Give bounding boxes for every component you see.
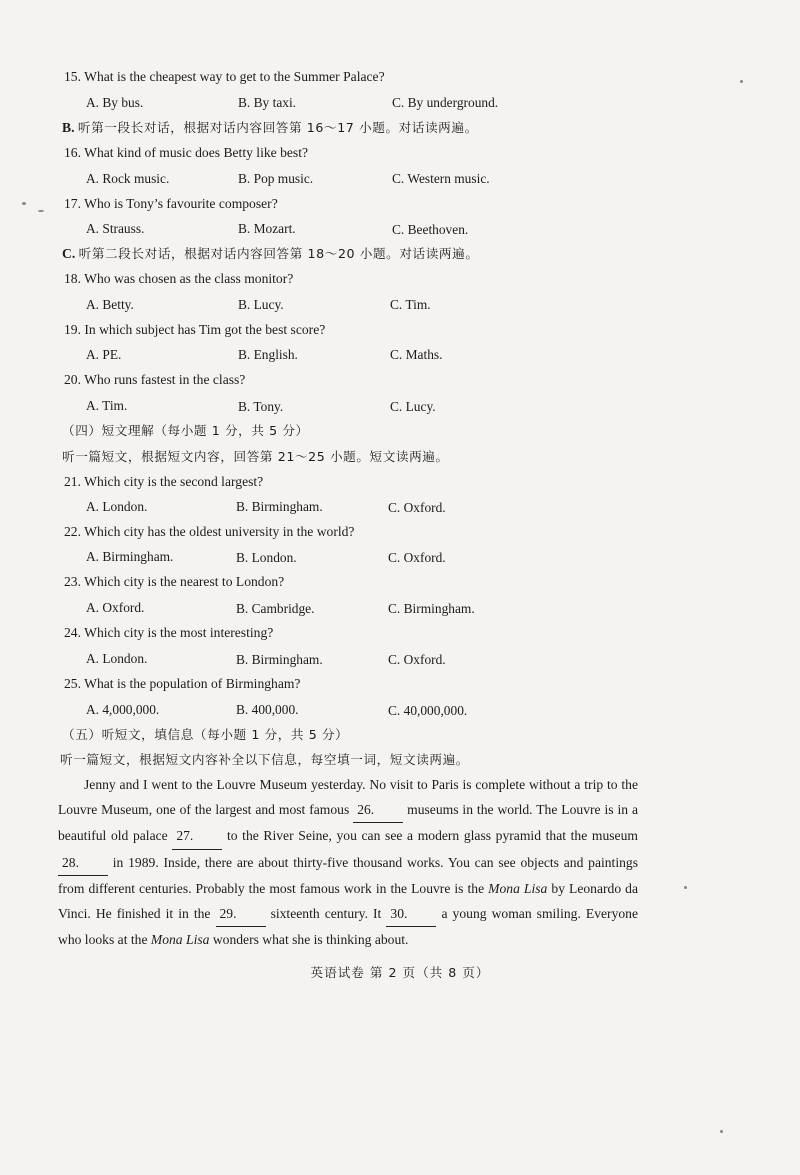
option-23c: C. Birmingham. [388, 601, 475, 616]
blank-30[interactable]: 30. [386, 901, 436, 927]
option-22c: C. Oxford. [388, 550, 446, 565]
option-19a: A. PE. [86, 347, 122, 362]
blank-28[interactable]: 28. [58, 850, 108, 876]
question-20-stem: 20. Who runs fastest in the class? [64, 372, 246, 387]
question-23-stem: 23. Which city is the nearest to London? [64, 574, 285, 589]
option-16c: C. Western music. [392, 171, 490, 186]
passage-text-2: museums in the world. The Louvre is in a beautiful old palace [58, 802, 639, 844]
part-4-heading: （四）短文理解（每小题 1 分，共 5 分） [62, 423, 309, 438]
option-15c: C. By underground. [392, 95, 499, 110]
part-5-instruction: 听一篇短文，根据短文内容补全以下信息，每空填一词，短文读两遍。 [60, 752, 470, 767]
question-21-stem: 21. Which city is the second largest? [64, 474, 264, 489]
option-23b: B. Cambridge. [236, 601, 315, 616]
page-footer: 英语试卷 第 2 页（共 8 页） [310, 965, 490, 980]
option-18a: A. Betty. [86, 297, 134, 312]
option-25b: B. 400,000. [236, 702, 299, 717]
option-22b: B. London. [236, 550, 297, 565]
option-19b: B. English. [238, 347, 298, 362]
option-17b: B. Mozart. [238, 221, 296, 236]
option-21a: A. London. [86, 499, 148, 514]
blank-27[interactable]: 27. [172, 823, 222, 849]
passage-text-1: Jenny and I went to the Louvre Museum yesterday. No visit to Paris is complete without a trip to the Louvre Museum, one of the largest and most famous [58, 777, 638, 818]
scan-speck [38, 210, 44, 212]
scan-speck [720, 1130, 723, 1133]
scan-speck [684, 886, 687, 889]
question-18-stem: 18. Who was chosen as the class monitor? [64, 271, 294, 286]
option-18c: C. Tim. [390, 297, 431, 312]
passage-text-4: in 1989. Inside, there are about thirty-five thousand works. You can see objects and paintings from different centuries. Probably the most famous work in the Louvre is the [58, 854, 638, 896]
question-16-stem: 16. What kind of music does Betty like best? [64, 145, 309, 160]
option-24c: C. Oxford. [388, 652, 446, 667]
question-22-stem: 22. Which city has the oldest university in the world? [64, 524, 355, 539]
passage-paragraph [58, 772, 638, 952]
option-20b: B. Tony. [238, 399, 284, 414]
option-21c: C. Oxford. [388, 500, 446, 515]
passage-text-5: by Leonardo da Vinci. He finished it in the [58, 880, 638, 922]
question-15-stem: 15. What is the cheapest way to get to the Summer Palace? [64, 69, 385, 84]
option-23a: A. Oxford. [86, 600, 145, 615]
question-25-stem: 25. What is the population of Birmingham? [64, 676, 301, 691]
blank-29[interactable]: 29. [216, 901, 266, 927]
mona-lisa-title-2: Mona Lisa [150, 932, 210, 948]
question-19-stem: 19. In which subject has Tim got the best score? [64, 322, 326, 337]
scan-speck [740, 80, 743, 83]
question-24-stem: 24. Which city is the most interesting? [64, 625, 274, 640]
option-21b: B. Birmingham. [236, 499, 323, 514]
option-17c: C. Beethoven. [392, 222, 469, 237]
option-17a: A. Strauss. [86, 221, 145, 236]
passage-text-6: sixteenth century. It [270, 906, 382, 922]
question-17-stem: 17. Who is Tony’s favourite composer? [64, 196, 278, 211]
option-19c: C. Maths. [390, 347, 443, 362]
part-4-instruction: 听一篇短文，根据短文内容，回答第 21～25 小题。短文读两遍。 [62, 449, 449, 464]
section-c-instruction [62, 245, 479, 263]
option-24a: A. London. [86, 651, 148, 666]
scan-speck [22, 202, 26, 205]
option-16a: A. Rock music. [86, 171, 170, 186]
part-5-heading: （五）听短文，填信息（每小题 1 分，共 5 分） [62, 727, 349, 742]
passage [58, 772, 638, 952]
section-c-text: 听第二段长对话，根据对话内容回答第 18～20 小题。对话读两遍。 [78, 246, 479, 261]
section-b-text: 听第一段长对话，根据对话内容回答第 16～17 小题。对话读两遍。 [77, 120, 478, 135]
option-16b: B. Pop music. [238, 171, 314, 186]
option-24b: B. Birmingham. [236, 652, 323, 667]
passage-text-7: a young woman smiling. Everyone who looks at the [58, 906, 638, 948]
option-25a: A. 4,000,000. [86, 702, 160, 717]
section-b-instruction [62, 119, 478, 137]
option-15a: A. By bus. [86, 95, 144, 110]
blank-26[interactable]: 26. [353, 797, 403, 823]
option-25c: C. 40,000,000. [388, 703, 468, 718]
option-22a: A. Birmingham. [86, 549, 174, 564]
mona-lisa-title-1: Mona Lisa [488, 880, 548, 896]
option-15b: B. By taxi. [238, 95, 297, 110]
passage-text-3: to the River Seine, you can see a modern glass pyramid that the museum [226, 828, 638, 844]
passage-text-8: wonders what she is thinking about. [212, 932, 409, 948]
option-20a: A. Tim. [86, 398, 128, 413]
section-b-letter: B. [62, 120, 75, 135]
option-20c: C. Lucy. [390, 399, 436, 414]
section-c-letter: C. [62, 246, 76, 261]
option-18b: B. Lucy. [238, 297, 284, 312]
